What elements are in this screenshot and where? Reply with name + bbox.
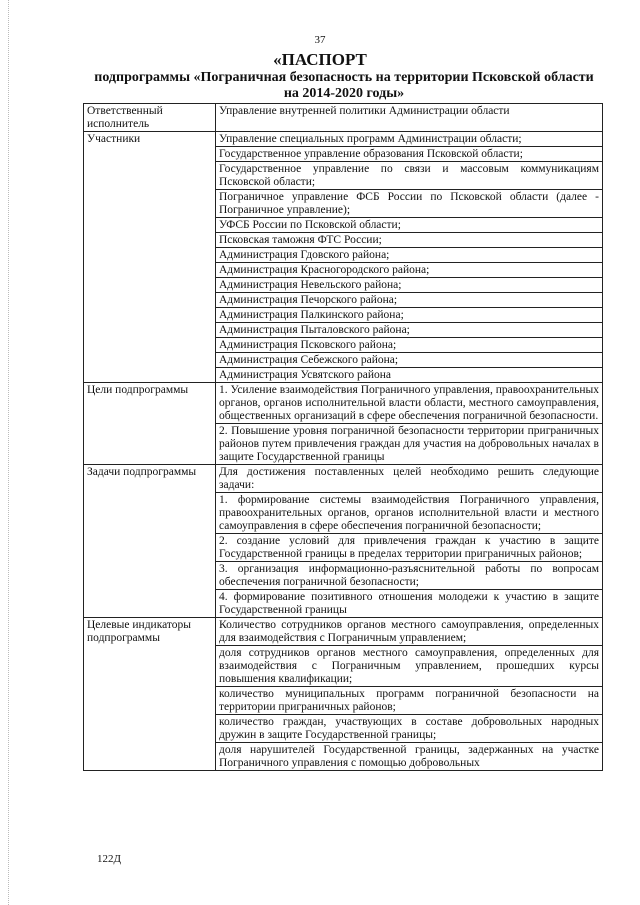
row-label: Целевые индикаторы подпрограммы bbox=[84, 618, 216, 771]
list-item: доля сотрудников органов местного самоуправления, определенных для взаимодействия с Пограничным управлением, прошедших курсы повышения квалификации; bbox=[216, 645, 602, 686]
list-item: доля нарушителей Государственной границы, задержанных на участке Пограничного управления с помощью добровольных bbox=[216, 742, 602, 770]
list-item: 3. организация информационно-разъяснительной работы по вопросам обеспечения пограничной безопасности; bbox=[216, 561, 602, 589]
list-item: Администрация Себежского района; bbox=[216, 352, 602, 367]
table-row bbox=[84, 465, 603, 618]
row-value bbox=[216, 104, 603, 132]
document-title: «ПАСПОРТ bbox=[273, 50, 367, 69]
scan-edge-mark bbox=[8, 0, 9, 905]
table-row bbox=[84, 618, 603, 771]
row-label: Ответственный исполнитель bbox=[84, 104, 216, 132]
table-row bbox=[84, 132, 603, 383]
list-item: 2. создание условий для привлечения граждан к участию в защите Государственной границы в пределах территории приграничных районов; bbox=[216, 533, 602, 561]
footer-code: 122Д bbox=[97, 853, 122, 865]
list-item: Администрация Красногородского района; bbox=[216, 262, 602, 277]
list-item: Для достижения поставленных целей необходимо решить следующие задачи: bbox=[219, 466, 599, 491]
row-value bbox=[216, 132, 603, 383]
list-item: Администрация Гдовского района; bbox=[216, 247, 602, 262]
table-row bbox=[84, 104, 603, 132]
list-item: 4. формирование позитивного отношения молодежи к участию в защите Государственной границы bbox=[216, 589, 602, 617]
list-item: Администрация Усвятского района bbox=[216, 367, 602, 382]
list-item: Управление внутренней политики Администрации области bbox=[219, 105, 510, 117]
list-item: Количество сотрудников органов местного самоуправления, определенных для взаимодействия с Пограничным управлением; bbox=[219, 619, 599, 644]
list-item: Пограничное управление ФСБ России по Псковской области (далее - Пограничное управление); bbox=[216, 189, 602, 217]
table-row bbox=[84, 383, 603, 465]
list-item: Администрация Пыталовского района; bbox=[216, 322, 602, 337]
list-item: 1. формирование системы взаимодействия Пограничного управления, правоохранительных органов, органов исполнительной власти и местного самоуправления в сфере обеспечения пограничной безопасности; bbox=[216, 492, 602, 533]
list-item: Администрация Палкинского района; bbox=[216, 307, 602, 322]
list-item: Государственное управление образования Псковской области; bbox=[216, 146, 602, 161]
list-item: количество граждан, участвующих в составе добровольных народных дружин в защите Государственной границы; bbox=[216, 714, 602, 742]
row-label: Цели подпрограммы bbox=[84, 383, 216, 465]
row-label: Участники bbox=[84, 132, 216, 383]
row-value bbox=[216, 618, 603, 771]
document-subtitle: подпрограммы «Пограничная безопасность на территории Псковской области на 2014-2020 годы» bbox=[94, 70, 594, 101]
list-item: Псковская таможня ФТС России; bbox=[216, 232, 602, 247]
page-number: 37 bbox=[314, 34, 326, 46]
list-item: Управление специальных программ Администрации области; bbox=[219, 133, 522, 145]
list-item: количество муниципальных программ пограничной безопасности на территории приграничных районов; bbox=[216, 686, 602, 714]
list-item: 2. Повышение уровня пограничной безопасности территории приграничных районов путем привлечения граждан для участия на добровольных началах в защите Государственной границы bbox=[216, 423, 602, 464]
list-item: Администрация Невельского района; bbox=[216, 277, 602, 292]
row-value bbox=[216, 383, 603, 465]
list-item: Администрация Псковского района; bbox=[216, 337, 602, 352]
list-item: Администрация Печорского района; bbox=[216, 292, 602, 307]
list-item: Государственное управление по связи и массовым коммуникациям Псковской области; bbox=[216, 161, 602, 189]
list-item: 1. Усиление взаимодействия Пограничного управления, правоохранительных органов, органов исполнительной власти области, местного самоуправления, общественных организаций в сфере обеспечения пограничной безопасности. bbox=[219, 384, 599, 422]
row-label: Задачи подпрограммы bbox=[84, 465, 216, 618]
list-item: УФСБ России по Псковской области; bbox=[216, 217, 602, 232]
row-value bbox=[216, 465, 603, 618]
passport-table bbox=[83, 103, 603, 771]
